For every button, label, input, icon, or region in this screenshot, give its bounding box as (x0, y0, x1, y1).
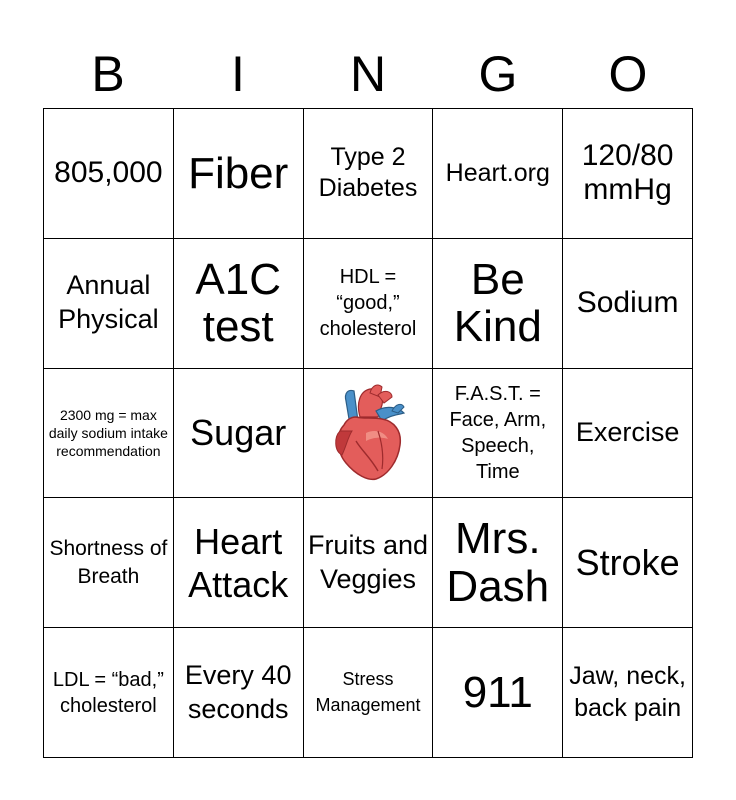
bingo-cell[interactable] (433, 628, 563, 758)
header-letter-o: O (608, 46, 648, 102)
cell-label: Heart.org (445, 158, 550, 187)
bingo-cell[interactable] (563, 498, 693, 628)
bingo-cell[interactable] (304, 498, 434, 628)
cell-label: Jaw, neck, back pain (569, 662, 686, 722)
cell-label: Sugar (190, 412, 287, 454)
bingo-cell[interactable] (174, 109, 304, 239)
bingo-cell[interactable] (44, 109, 174, 239)
bingo-board (43, 108, 693, 758)
cell-label: 2300 mg = max daily sodium intake recommendation (48, 406, 168, 460)
bingo-cell[interactable] (433, 109, 563, 239)
header-letter-b: B (91, 46, 125, 102)
cell-label: 120/80 mmHg (581, 138, 674, 207)
bingo-cell[interactable] (433, 369, 563, 499)
cell-label: Shortness of Breath (49, 537, 168, 588)
header-letter-i: I (231, 46, 245, 102)
bingo-cell[interactable] (433, 498, 563, 628)
bingo-cell[interactable] (44, 498, 174, 628)
free-space-cell[interactable] (304, 369, 434, 499)
cell-label: Mrs. Dash (446, 514, 550, 611)
cell-label: Heart Attack (188, 520, 289, 605)
anatomical-heart-icon (326, 381, 410, 485)
bingo-cell[interactable] (174, 239, 304, 369)
bingo-cell[interactable] (44, 369, 174, 499)
cell-label: Stroke (575, 542, 680, 584)
bingo-cell[interactable] (174, 369, 304, 499)
cell-label: F.A.S.T. = Face, Arm, Speech, Time (449, 382, 547, 483)
cell-label: Exercise (575, 417, 680, 448)
cell-label: Annual Physical (58, 270, 159, 335)
bingo-cell[interactable] (563, 369, 693, 499)
cell-label: Stress Management (315, 669, 421, 715)
cell-label: Fruits and Veggies (307, 530, 429, 594)
bingo-cell[interactable] (44, 628, 174, 758)
bingo-cell[interactable] (304, 628, 434, 758)
header-letter-g: G (478, 46, 518, 102)
bingo-cell[interactable] (174, 628, 304, 758)
cell-label: 805,000 (54, 156, 163, 190)
cell-label: Fiber (188, 148, 289, 198)
cell-label: LDL = “bad,” cholesterol (52, 668, 164, 717)
bingo-header (43, 40, 693, 108)
cell-label: Type 2 Diabetes (318, 143, 418, 203)
bingo-cell[interactable] (563, 239, 693, 369)
cell-label: Be Kind (453, 254, 542, 352)
bingo-cell[interactable] (433, 239, 563, 369)
cell-label: A1C test (195, 254, 281, 352)
cell-label: HDL = “good,” cholesterol (319, 266, 417, 341)
bingo-cell[interactable] (174, 498, 304, 628)
bingo-cell[interactable] (304, 109, 434, 239)
bingo-cell[interactable] (304, 239, 434, 369)
bingo-cell[interactable] (44, 239, 174, 369)
cell-label: Sodium (576, 285, 679, 319)
bingo-cell[interactable] (563, 109, 693, 239)
cell-label: 911 (462, 667, 533, 717)
cell-label: Every 40 seconds (184, 659, 292, 724)
header-letter-n: N (349, 46, 387, 102)
bingo-cell[interactable] (563, 628, 693, 758)
